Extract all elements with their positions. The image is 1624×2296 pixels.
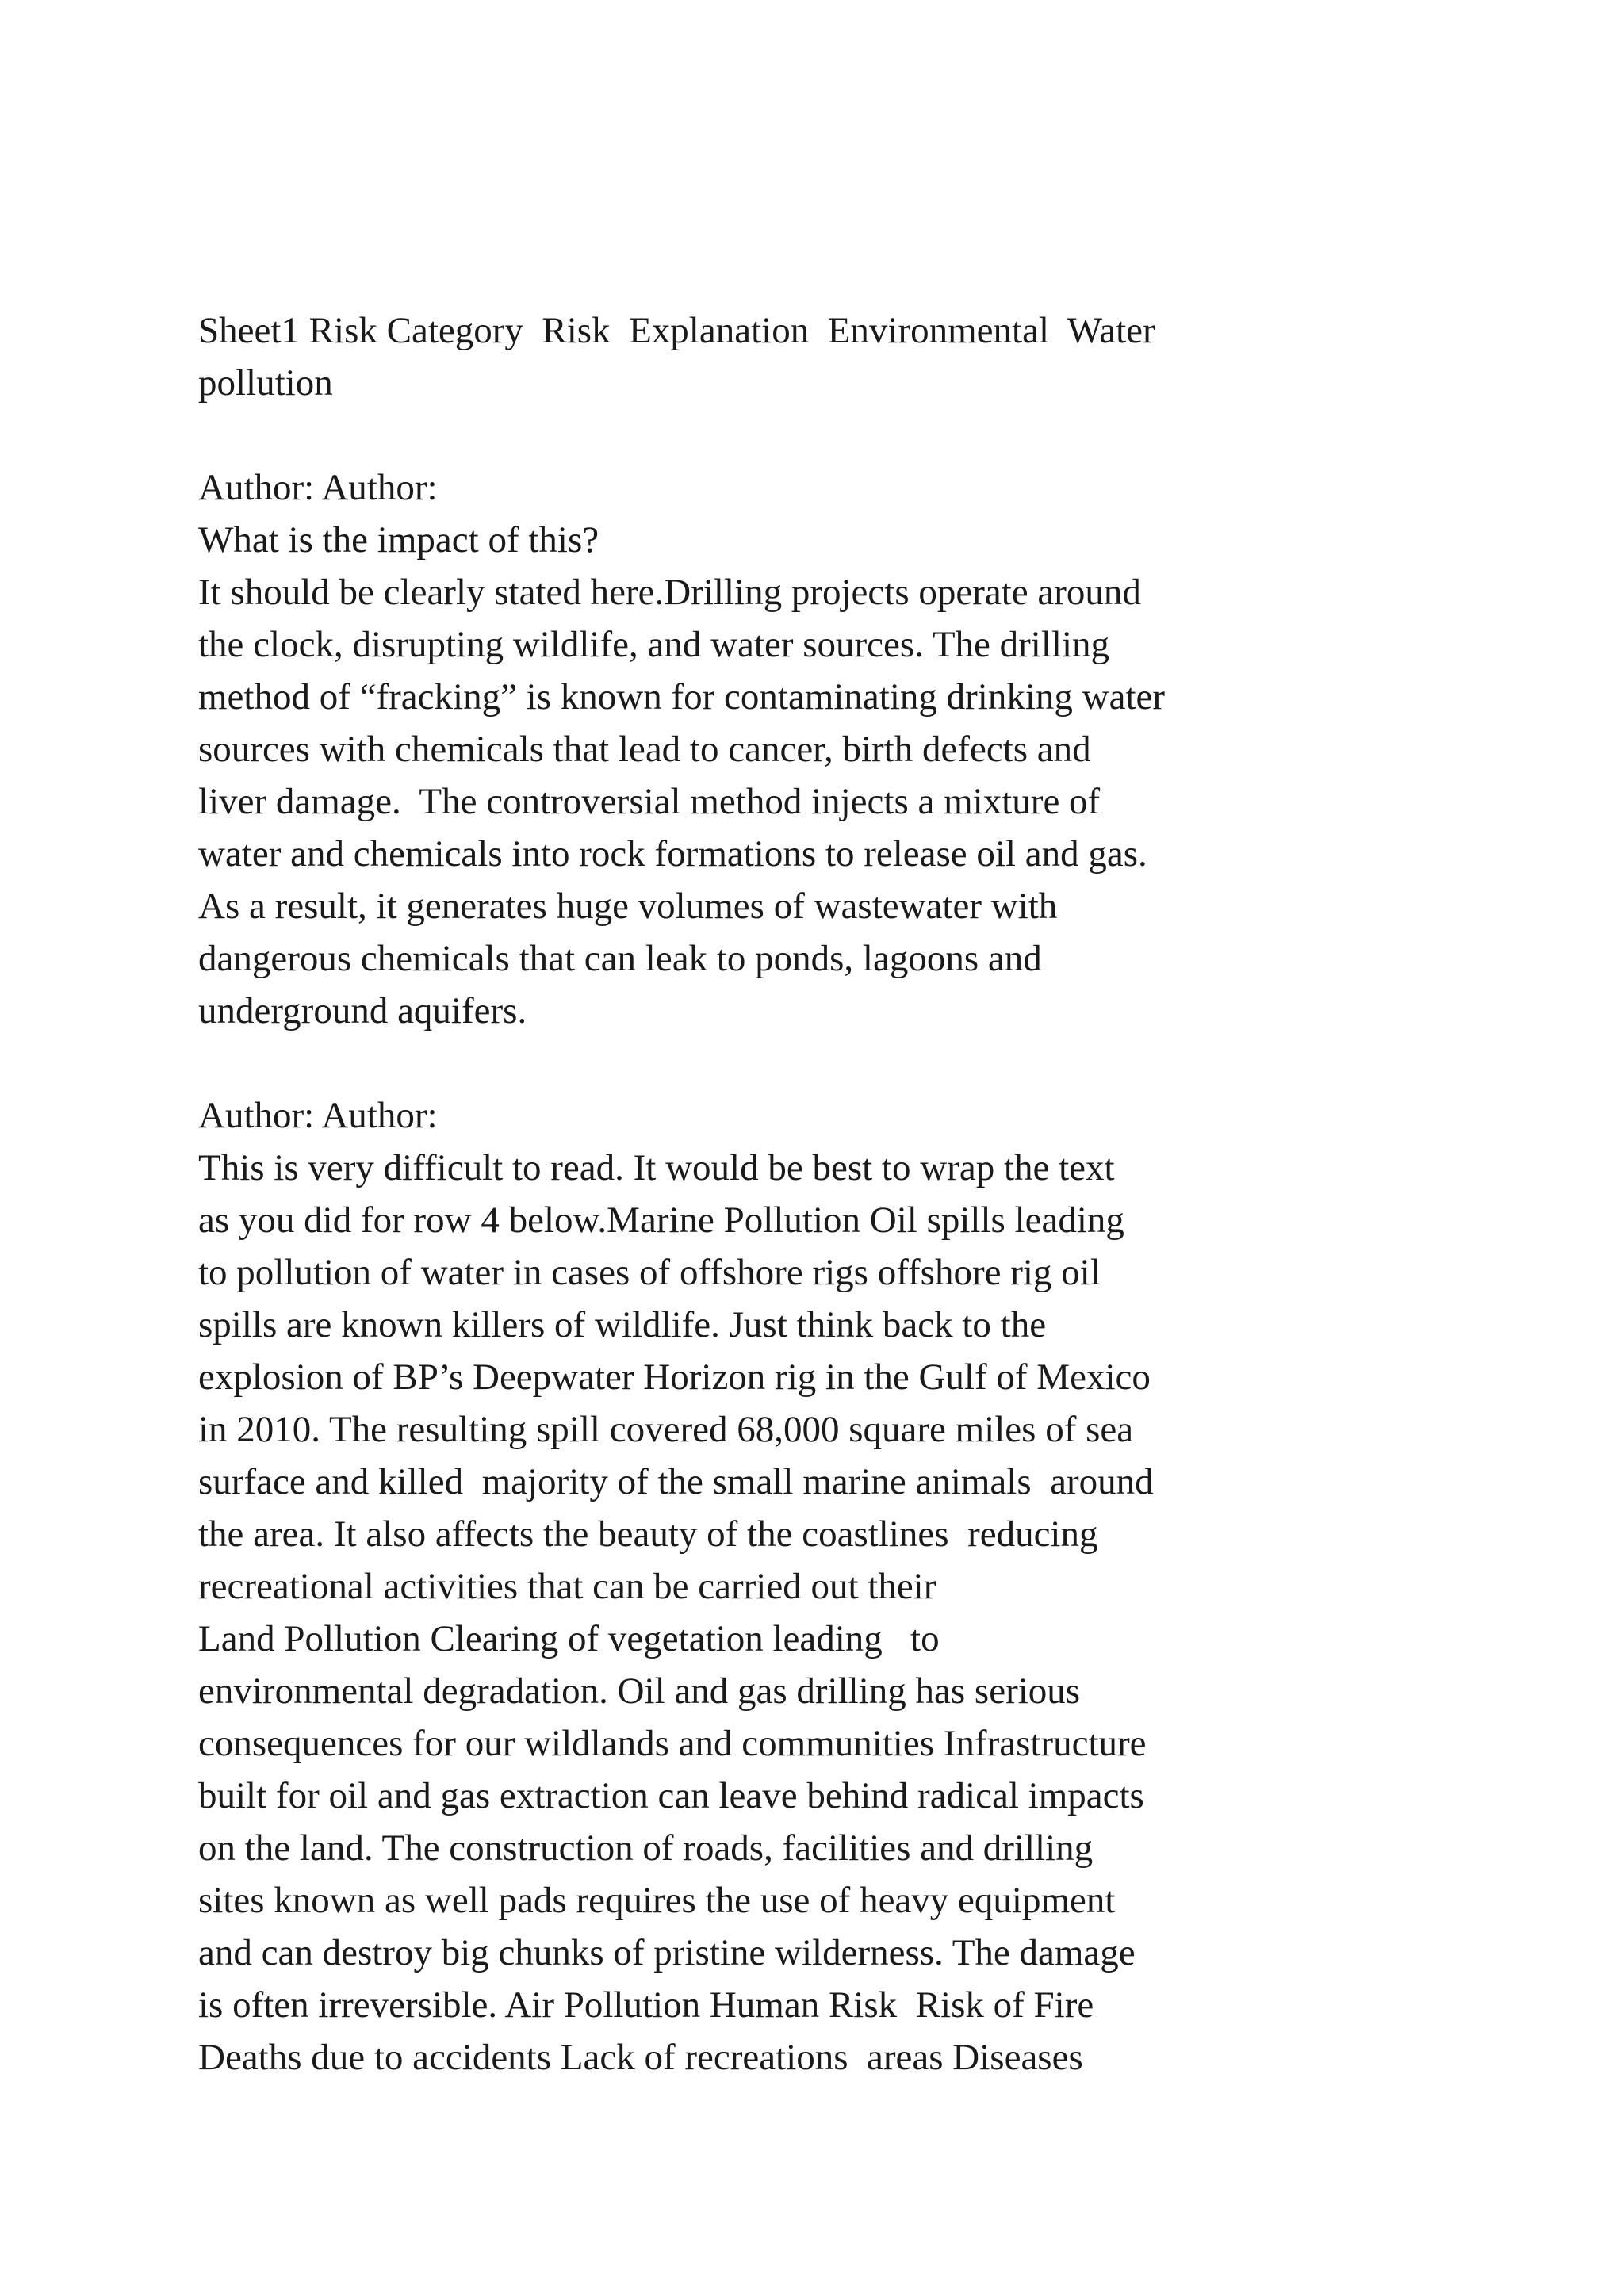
text-line: on the land. The construction of roads, facilities and drilling [198,1827,1094,1869]
document-body [198,304,1451,2084]
text-line: Deaths due to accidents Lack of recreations areas Diseases [198,2037,1083,2078]
text-line: consequences for our wildlands and communities Infrastructure [198,1723,1147,1764]
comment-author: Author: Author: [198,467,438,508]
text-line: water and chemicals into rock formations to release oil and gas. [198,833,1147,874]
text-line: environmental degradation. Oil and gas drilling has serious [198,1670,1081,1712]
text-line: sources with chemicals that lead to cancer, birth defects and [198,729,1091,770]
text-line: Land Pollution Clearing of vegetation leading to [198,1618,940,1659]
text-line: sites known as well pads requires the use of heavy equipment [198,1880,1116,1921]
comment-author: Author: Author: [198,1095,438,1136]
text-line: the area. It also affects the beauty of the coastlines reducing [198,1513,1098,1555]
text-line: explosion of BP’s Deepwater Horizon rig in the Gulf of Mexico [198,1357,1151,1398]
blank-line [198,1037,1451,1089]
text-line: spills are known killers of wildlife. Just think back to the [198,1304,1047,1345]
text-line: built for oil and gas extraction can leave behind radical impacts [198,1775,1144,1816]
text-line: recreational activities that can be carried out their [198,1566,936,1607]
blank-line [198,409,1451,461]
text-line: As a result, it generates huge volumes of wastewater with [198,886,1058,927]
text-line: to pollution of water in cases of offshore rigs offshore rig oil [198,1252,1101,1293]
text-line: Sheet1 Risk Category Risk Explanation Environmental Water [198,310,1155,351]
text-line: underground aquifers. [198,990,527,1031]
text-line: and can destroy big chunks of pristine wilderness. The damage [198,1932,1136,1973]
text-line: dangerous chemicals that can leak to ponds, lagoons and [198,938,1042,979]
text-line: pollution [198,362,333,404]
text-line: It should be clearly stated here.Drilling projects operate around [198,572,1141,613]
text-line: as you did for row 4 below.Marine Pollution Oil spills leading [198,1200,1124,1241]
comment-text: This is very difficult to read. It would be best to wrap the text [198,1147,1115,1188]
text-line: in 2010. The resulting spill covered 68,000 square miles of sea [198,1409,1134,1450]
text-line: liver damage. The controversial method injects a mixture of [198,781,1101,822]
text-line: the clock, disrupting wildlife, and water sources. The drilling [198,624,1110,665]
text-line: surface and killed majority of the small marine animals around [198,1461,1154,1502]
comment-text: What is the impact of this? [198,519,599,561]
text-line: is often irreversible. Air Pollution Human Risk Risk of Fire [198,1984,1094,2026]
text-line: method of “fracking” is known for contaminating drinking water [198,676,1166,718]
